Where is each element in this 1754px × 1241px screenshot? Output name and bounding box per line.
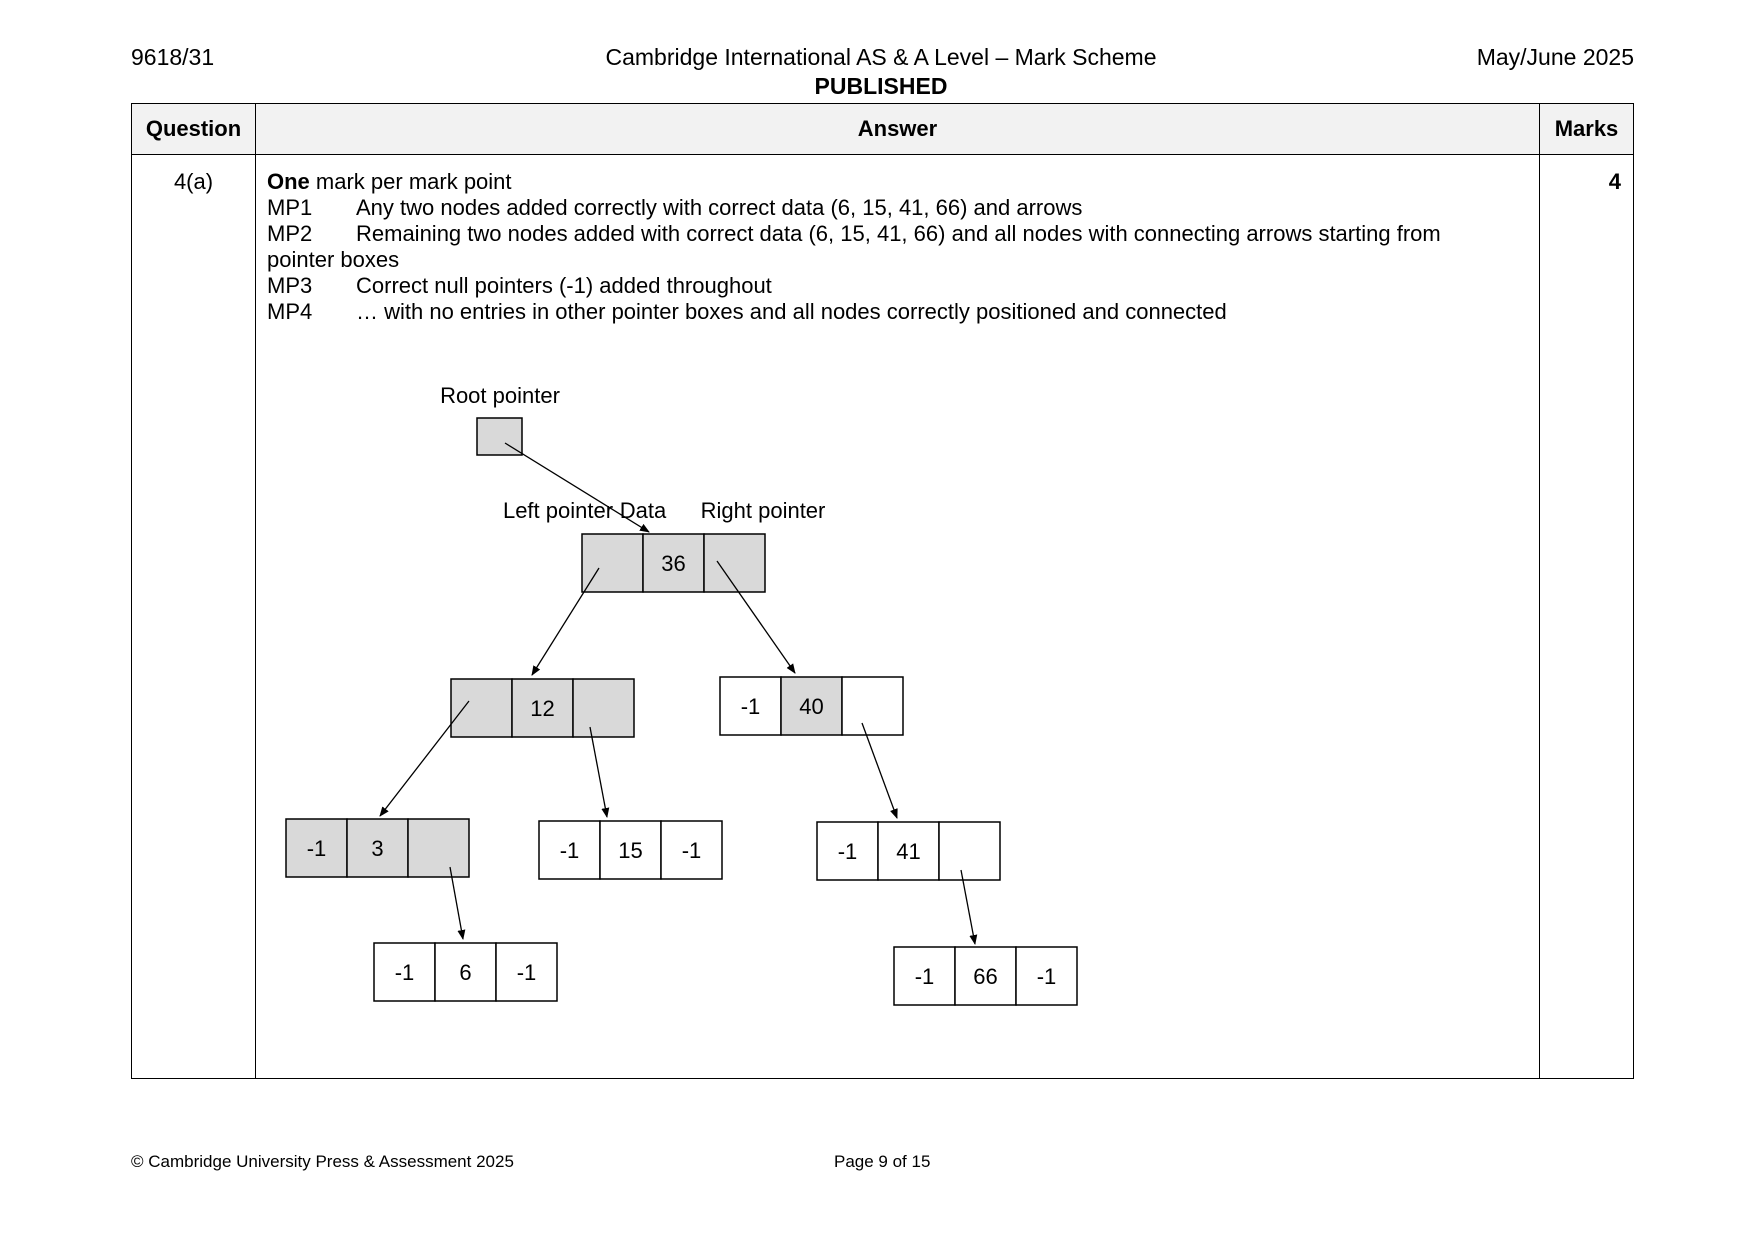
pointer-arrow [862, 723, 897, 818]
page-number: Page 9 of 15 [834, 1152, 931, 1171]
answer-header: Answer [256, 104, 1540, 155]
intro-bold: One [267, 169, 310, 194]
node-cell-value: 3 [371, 836, 384, 861]
pointer-arrow [590, 727, 607, 817]
pointer-arrow [532, 568, 599, 675]
exam-session: May/June 2025 [1476, 44, 1634, 70]
node-cell-value: 40 [799, 694, 824, 719]
node-cell-value: 12 [530, 696, 555, 721]
node-cell [573, 679, 634, 737]
root-pointer-label: Root pointer [440, 383, 560, 408]
node-cell-value: 41 [896, 839, 921, 864]
paper-code: 9618/31 [131, 44, 215, 70]
marks-value: 4 [1540, 155, 1634, 1079]
node-cell-value: 6 [459, 960, 472, 985]
title-text: Cambridge International AS & A Level – Mark Scheme [605, 44, 1157, 70]
mark-point-text: Correct null pointers (-1) added throughout [356, 273, 772, 298]
mark-point-label: MP1 [267, 195, 313, 220]
mark-point-text: Any two nodes added correctly with correct data (6, 15, 41, 66) and arrows [356, 195, 1083, 220]
mark-point-label: MP3 [267, 273, 313, 298]
node-cell-value: -1 [516, 960, 537, 985]
node-cell-value: -1 [740, 694, 761, 719]
node-cell-value: 66 [973, 964, 998, 989]
mark-point-label: MP2 [267, 221, 313, 246]
node-cell [704, 534, 765, 592]
question-header: Question [132, 104, 256, 155]
left-pointer-label: Left pointer [502, 498, 614, 523]
marks-header: Marks [1540, 104, 1634, 155]
right-pointer-label: Right pointer [700, 498, 826, 523]
mark-scheme-table [131, 103, 1634, 1079]
node-cell [451, 679, 512, 737]
node-cell [842, 677, 903, 735]
pointer-arrow [450, 867, 463, 939]
node-cell-value: -1 [681, 838, 702, 863]
node-cell-value: -1 [394, 960, 415, 985]
node-cell [582, 534, 643, 592]
mark-point-continuation: pointer boxes [267, 247, 400, 272]
node-cell [408, 819, 469, 877]
node-cell-value: -1 [914, 964, 935, 989]
published-label: PUBLISHED [814, 73, 948, 99]
mark-point-label: MP4 [267, 299, 313, 324]
data-label: Data [619, 498, 667, 523]
answer-cell [256, 155, 1540, 1079]
intro-rest: mark per mark point [309, 169, 512, 194]
table-row [132, 155, 1634, 1079]
table-header-row [132, 104, 1634, 155]
node-cell-value: -1 [837, 839, 858, 864]
pointer-arrow [961, 870, 975, 944]
copyright-notice: © Cambridge University Press & Assessment 2025 [131, 1152, 514, 1171]
pointer-arrow [380, 701, 469, 816]
node-cell [939, 822, 1000, 880]
node-cell-value: -1 [559, 838, 580, 863]
node-cell-value: 36 [661, 551, 686, 576]
node-cell-value: -1 [1036, 964, 1057, 989]
question-number: 4(a) [132, 155, 256, 1079]
node-cell-value: 15 [618, 838, 643, 863]
mark-point-text: … with no entries in other pointer boxes and all nodes correctly positioned and connected [356, 299, 1227, 324]
node-cell-value: -1 [306, 836, 327, 861]
binary-tree-diagram [256, 155, 1536, 1085]
mark-point-text: Remaining two nodes added with correct data (6, 15, 41, 66) and all nodes with connecting arrows starting from [356, 221, 1441, 246]
